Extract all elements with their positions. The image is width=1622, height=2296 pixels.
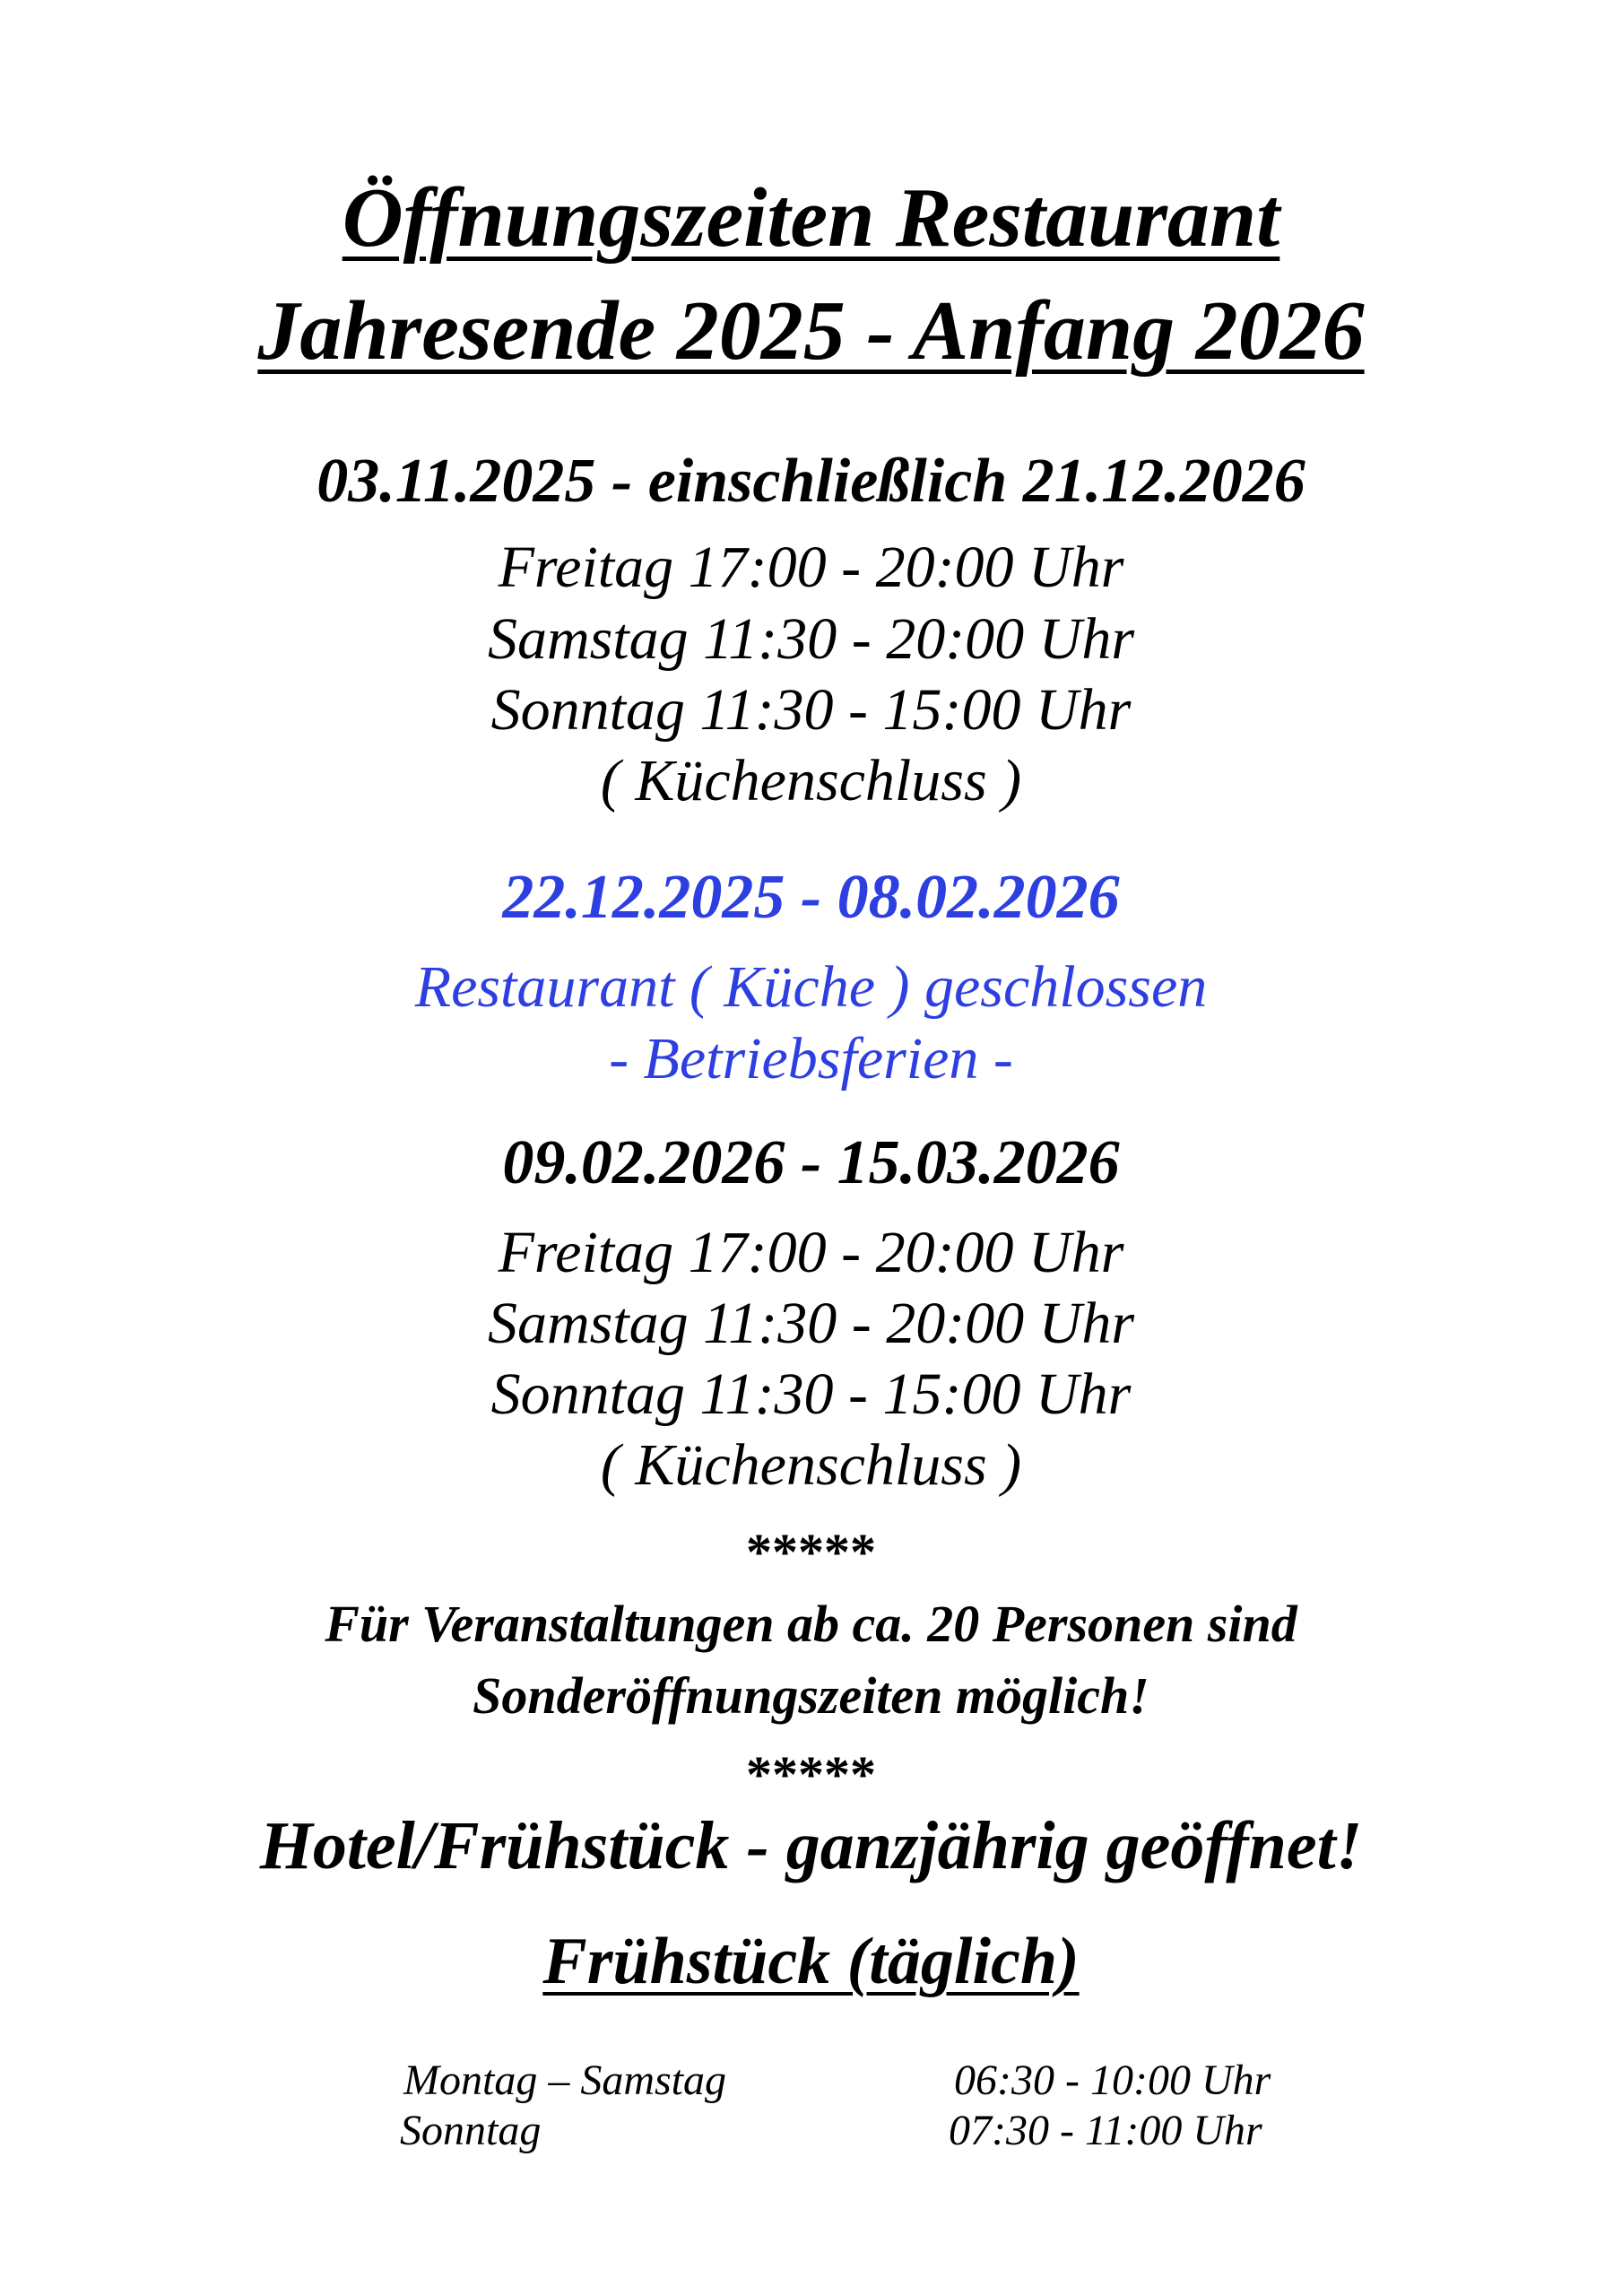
page-title-line-2: Jahresende 2025 - Anfang 2026	[257, 284, 1365, 378]
breakfast-row-1-time: 06:30 - 10:00 Uhr	[954, 2057, 1271, 2104]
period-3-hours-saturday: Samstag 11:30 - 20:00 Uhr	[487, 1291, 1135, 1356]
events-note-line-1: Für Veranstaltungen ab ca. 20 Personen sind	[325, 1595, 1297, 1653]
period-3-kitchen-note: ( Küchenschluss )	[600, 1432, 1022, 1498]
period-1-range: 03.11.2025 - einschließlich 21.12.2026	[317, 447, 1305, 516]
period-1-kitchen-note: ( Küchenschluss )	[600, 748, 1022, 813]
period-2-range: 22.12.2025 - 08.02.2026	[502, 863, 1120, 932]
breakfast-title: Frühstück (täglich)	[542, 1925, 1080, 1998]
events-note-line-2: Sonderöffnungszeiten möglich!	[473, 1666, 1149, 1725]
breakfast-row-2-days: Sonntag	[400, 2107, 542, 2154]
breakfast-row-2-time: 07:30 - 11:00 Uhr	[949, 2107, 1262, 2154]
period-2-closed-note: Restaurant ( Küche ) geschlossen	[414, 954, 1208, 1020]
separator-2: *****	[746, 1745, 876, 1804]
separator-1: *****	[746, 1523, 876, 1581]
page-title-line-1: Öffnungszeiten Restaurant	[342, 171, 1280, 265]
breakfast-row-1-days: Montag – Samstag	[403, 2057, 726, 2104]
hotel-open-note: Hotel/Frühstück - ganzjährig geöffnet!	[259, 1808, 1363, 1883]
period-1-hours-sunday: Sonntag 11:30 - 15:00 Uhr	[490, 677, 1132, 743]
period-3-hours-sunday: Sonntag 11:30 - 15:00 Uhr	[490, 1361, 1132, 1427]
period-3-hours-friday: Freitag 17:00 - 20:00 Uhr	[498, 1220, 1124, 1285]
period-1-hours-saturday: Samstag 11:30 - 20:00 Uhr	[487, 606, 1135, 672]
period-1-hours-friday: Freitag 17:00 - 20:00 Uhr	[498, 535, 1124, 600]
period-3-range: 09.02.2026 - 15.03.2026	[502, 1128, 1120, 1197]
period-2-holiday-note: - Betriebsferien -	[609, 1026, 1013, 1091]
